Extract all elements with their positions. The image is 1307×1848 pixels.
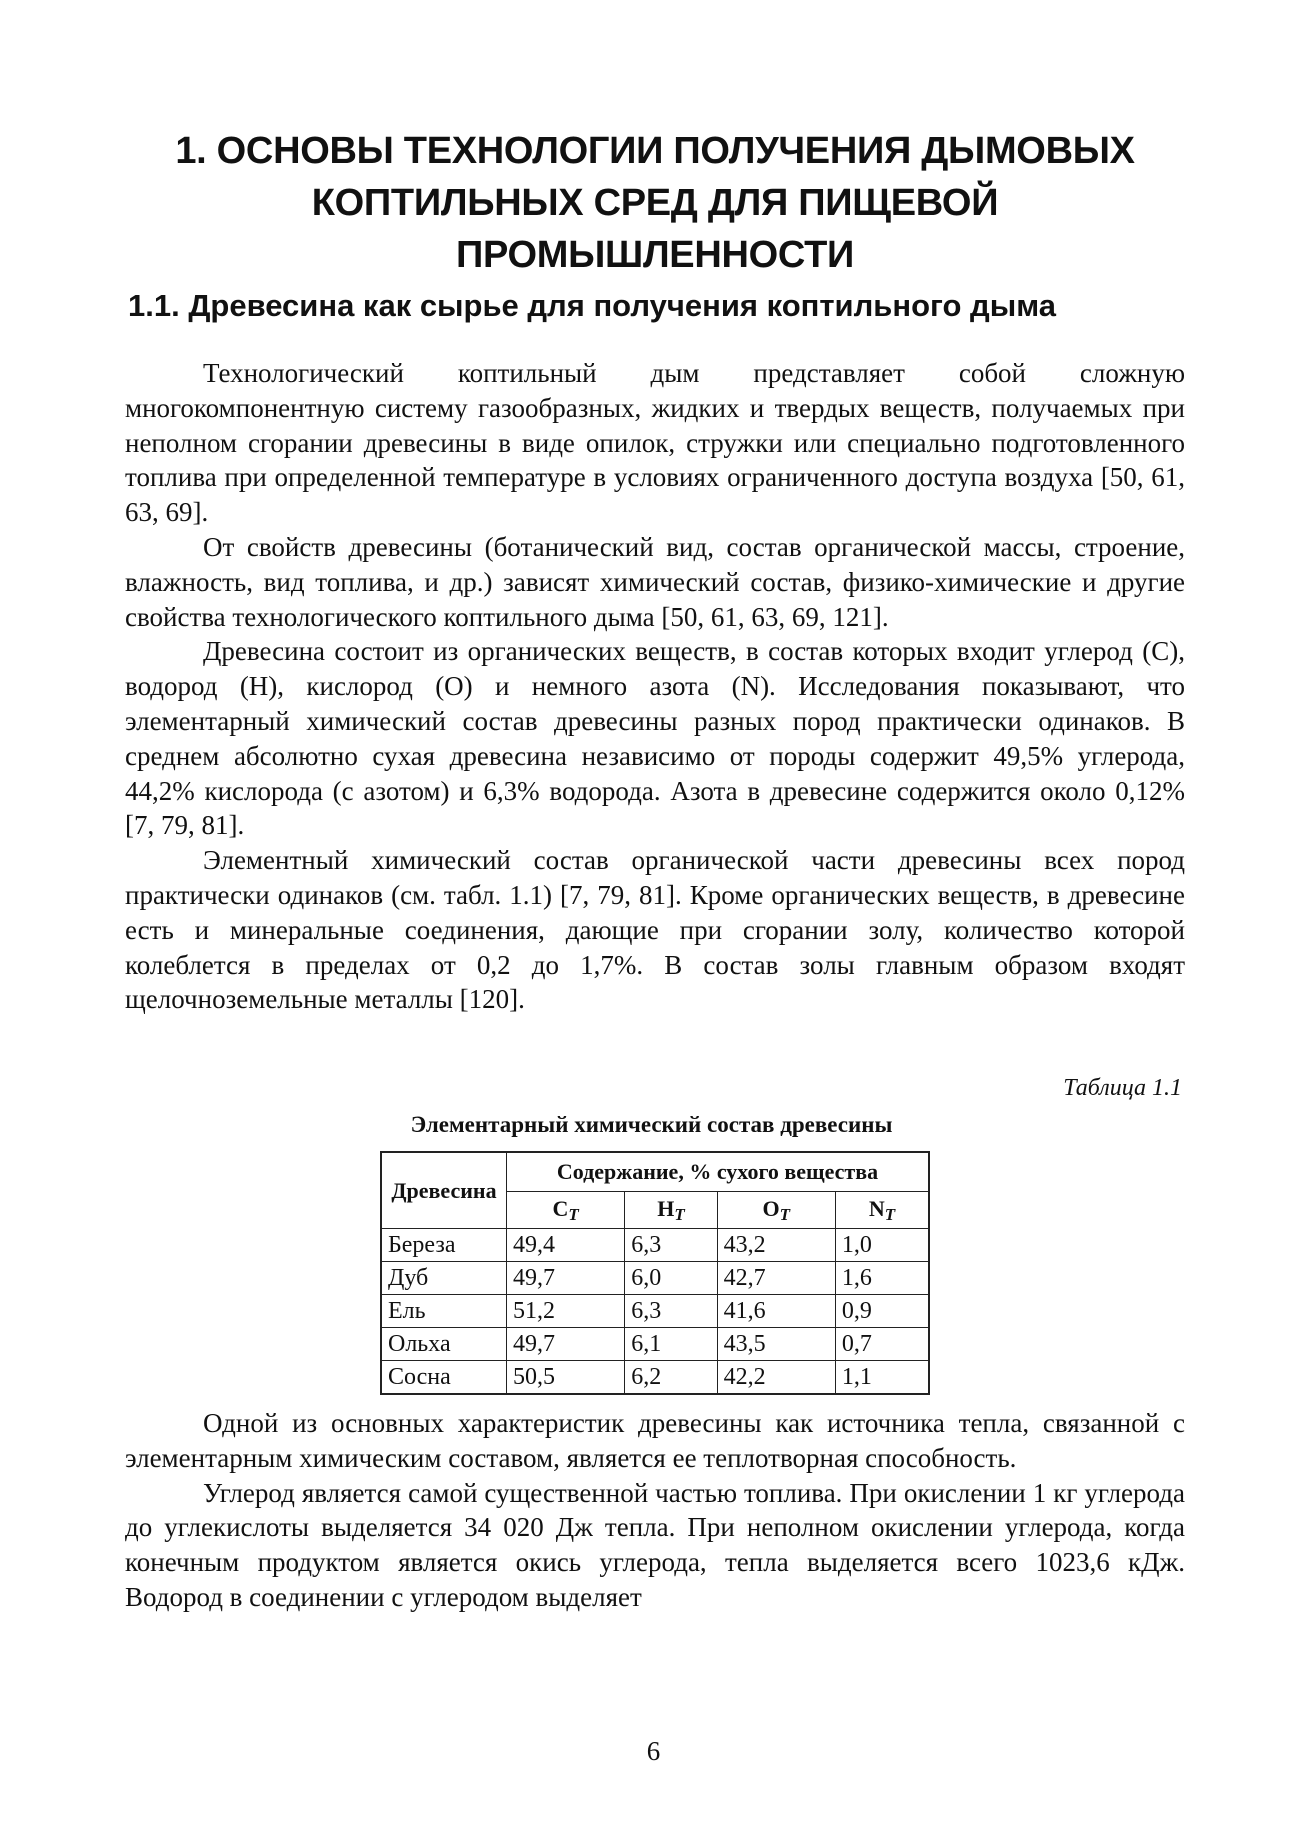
table-row (381, 1328, 929, 1361)
section-title: 1.1. Древесина как сырье для получения коптильного дыма (128, 288, 1056, 323)
cell-wood: Ольха (381, 1328, 507, 1361)
header-hydrogen: HT (625, 1192, 717, 1229)
cell-c: 49,4 (507, 1229, 625, 1262)
cell-o: 43,2 (717, 1229, 835, 1262)
composition-table (380, 1151, 930, 1395)
page-number: 6 (646, 1736, 661, 1766)
cell-h: 6,3 (625, 1229, 717, 1262)
cell-c: 51,2 (507, 1295, 625, 1328)
cell-wood: Береза (381, 1229, 507, 1262)
header-nitrogen: NT (835, 1192, 929, 1229)
cell-n: 1,1 (835, 1361, 929, 1395)
paragraph: Одной из основных характеристик древесины как источника тепла, связанной с элементарным химическим составом, является ее теплотворная способность. (125, 1408, 1185, 1473)
cell-o: 41,6 (717, 1295, 835, 1328)
header-wood: Древесина (381, 1152, 507, 1229)
table-row (381, 1295, 929, 1328)
paragraph: Древесина состоит из органических веществ, в состав которых входит углерод (С), водород (Н), кислород (О) и немного азота (N). Исследования показывают, что элементарный химический состав древесины разных пород практически одинаков. В среднем абсолютно сухая древесина независимо от породы содержит 49,5% углерода, 44,2% кислорода (с азотом) и 6,3% водорода. Азота в древесине содержится около 0,12% [7, 79, 81]. (125, 636, 1185, 841)
cell-h: 6,3 (625, 1295, 717, 1328)
chapter-title-line: 1. ОСНОВЫ ТЕХНОЛОГИИ ПОЛУЧЕНИЯ ДЫМОВЫХ (175, 130, 1135, 172)
table-title: Элементарный химический состав древесины (410, 1112, 893, 1137)
chapter-title-line: ПРОМЫШЛЕННОСТИ (455, 234, 855, 276)
header-content: Содержание, % сухого вещества (507, 1152, 930, 1192)
body-text-bottom (125, 1406, 1185, 1615)
cell-c: 49,7 (507, 1328, 625, 1361)
chapter-title (130, 125, 1180, 281)
table-row (381, 1262, 929, 1295)
chapter-title-line: КОПТИЛЬНЫХ СРЕД ДЛЯ ПИЩЕВОЙ (311, 182, 999, 224)
cell-h: 6,0 (625, 1262, 717, 1295)
cell-c: 50,5 (507, 1361, 625, 1395)
table-row (381, 1229, 929, 1262)
cell-o: 42,2 (717, 1361, 835, 1395)
paragraph: Элементный химический состав органической части древесины всех пород практически одинаков (см. табл. 1.1) [7, 79, 81]. Кроме органических веществ, в древесине есть и минеральные соединения, дающие при сгорании золу, количество которой колеблется в пределах от 0,2 до 1,7%. В состав золы главным образом входят щелочноземельные металлы [120]. (125, 845, 1185, 1015)
cell-n: 0,9 (835, 1295, 929, 1328)
paragraph: Углерод является самой существенной частью топлива. При окислении 1 кг углерода до углекислоты выделяется 34 020 Дж тепла. При неполном окислении углерода, когда конечным продуктом является окись углерода, тепла выделяется всего 1023,6 кДж. Водород в соединении с углеродом выделяет (125, 1477, 1185, 1612)
paragraph: От свойств древесины (ботанический вид, состав органической массы, строение, влажность, вид топлива, и др.) зависят химический состав, физико-химические и другие свойства технологического коптильного дыма [50, 61, 63, 69, 121]. (125, 531, 1185, 632)
cell-c: 49,7 (507, 1262, 625, 1295)
cell-h: 6,1 (625, 1328, 717, 1361)
header-oxygen: OT (717, 1192, 835, 1229)
cell-n: 1,6 (835, 1262, 929, 1295)
header-carbon: CT (507, 1192, 625, 1229)
cell-h: 6,2 (625, 1361, 717, 1395)
table-caption: Таблица 1.1 (1063, 1075, 1182, 1101)
cell-wood: Дуб (381, 1262, 507, 1295)
cell-o: 43,5 (717, 1328, 835, 1361)
cell-wood: Ель (381, 1295, 507, 1328)
cell-o: 42,7 (717, 1262, 835, 1295)
paragraph: Технологический коптильный дым представляет собой сложную многокомпонентную систему газообразных, жидких и твердых веществ, получаемых при неполном сгорании древесины в виде опилок, стружки или специально подготовленного топлива при определенной температуре в условиях ограниченного доступа воздуха [50, 61, 63, 69]. (125, 358, 1185, 528)
table-row (381, 1361, 929, 1395)
cell-n: 0,7 (835, 1328, 929, 1361)
body-text-top (125, 356, 1185, 1017)
cell-n: 1,0 (835, 1229, 929, 1262)
cell-wood: Сосна (381, 1361, 507, 1395)
